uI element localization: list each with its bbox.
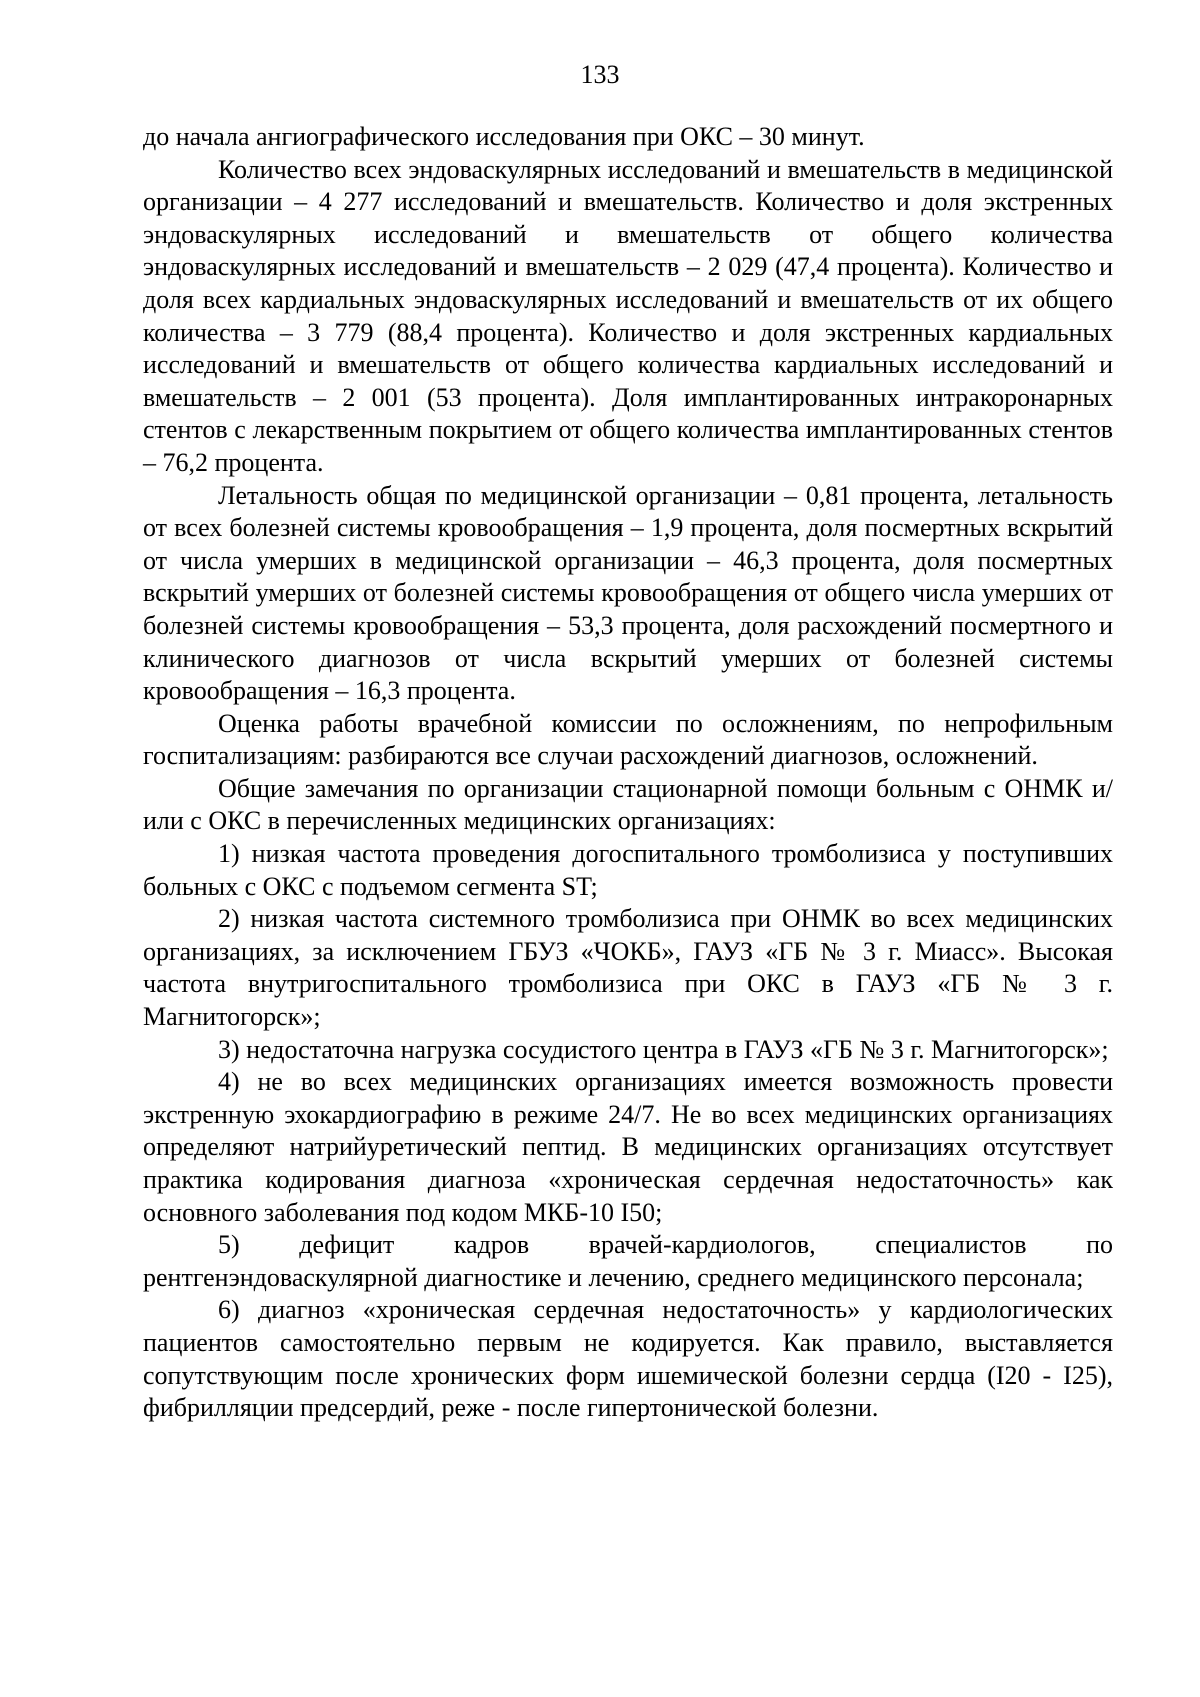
list-item-2: 2) низкая частота системного тромболизиса при ОНМК во всех медицинских организациях, за исключением ГБУЗ «ЧОКБ», ГАУЗ «ГБ № 3 г. Миасс». Высокая частота внутригоспитального тромболизиса при ОКС в ГАУЗ «ГБ № 3 г. Магнитогорск»; [143,904,1113,1032]
paragraph-commission: Оценка работы врачебной комиссии по осложнениям, по непрофильным госпитализациям: разбираются все случаи расхождений диагнозов, осложнений. [143,708,1113,771]
list-item-1: 1) низкая частота проведения догоспитального тромболизиса у поступивших больных с ОКС с подъемом сегмента ST; [143,839,1113,901]
document-body [143,121,1113,1425]
list-item-5: 5) дефицит кадров врачей-кардиологов, специалистов по рентгенэндоваскулярной диагностике и лечению, среднего медицинского персонала; [143,1230,1113,1292]
paragraph-mortality: Летальность общая по медицинской организации – 0,81 процента, летальность от всех болезней системы кровообращения – 1,9 процента, доля посмертных вскрытий от числа умерших в медицинской организации – 46,3 процента, доля посмертных вскрытий умерших от болезней системы кровообращения от общего числа умерших от болезней системы кровообращения – 53,3 процента, доля расхождений посмертного и клинического диагнозов от числа вскрытий умерших от болезней системы кровообращения – 16,3 процента. [143,480,1113,706]
paragraph-continuation: до начала ангиографического исследования при ОКС – 30 минут. [143,122,865,151]
page-number: 133 [580,60,620,89]
list-item-6: 6) диагноз «хроническая сердечная недостаточность» у кардиологических пациентов самостоятельно первым не кодируется. Как правило, выставляется сопутствующим после хронических форм ишемической болезни сердца (I20 - I25), фибрилляции предсердий, реже - после гипертонической болезни. [143,1295,1113,1423]
list-item-3: 3) недостаточна нагрузка сосудистого центра в ГАУЗ «ГБ № 3 г. Магнитогорск»; [218,1034,1109,1064]
paragraph-general-remarks: Общие замечания по организации стационарной помощи больным с ОНМК и/или с ОКС в перечисленных медицинских организациях: [143,773,1113,836]
paragraph-endovascular-stats: Количество всех эндоваскулярных исследований и вмешательств в медицинской организации – 4 277 исследований и вмешательств. Количество и доля экстренных эндоваскулярных исследований и вмешательств от общего количества эндоваскулярных исследований и вмешательств – 2 029 (47,4 процента). Количество и доля всех кардиальных эндоваскулярных исследований и вмешательств от их общего количества – 3 779 (88,4 процента). Количество и доля экстренных кардиальных исследований и вмешательств от общего количества кардиальных исследований и вмешательств – 2 001 (53 процента). Доля имплантированных интракоронарных стентов с лекарственным покрытием от общего количества имплантированных стентов – 76,2 процента. [143,154,1113,477]
list-item-4: 4) не во всех медицинских организациях имеется возможность провести экстренную эхокардиографию в режиме 24/7. Не во всех медицинских организациях определяют натрийуретический пептид. В медицинских организациях отсутствует практика кодирования диагноза «хроническая сердечная недостаточность» как основного заболевания под кодом МКБ-10 I50; [143,1067,1113,1227]
